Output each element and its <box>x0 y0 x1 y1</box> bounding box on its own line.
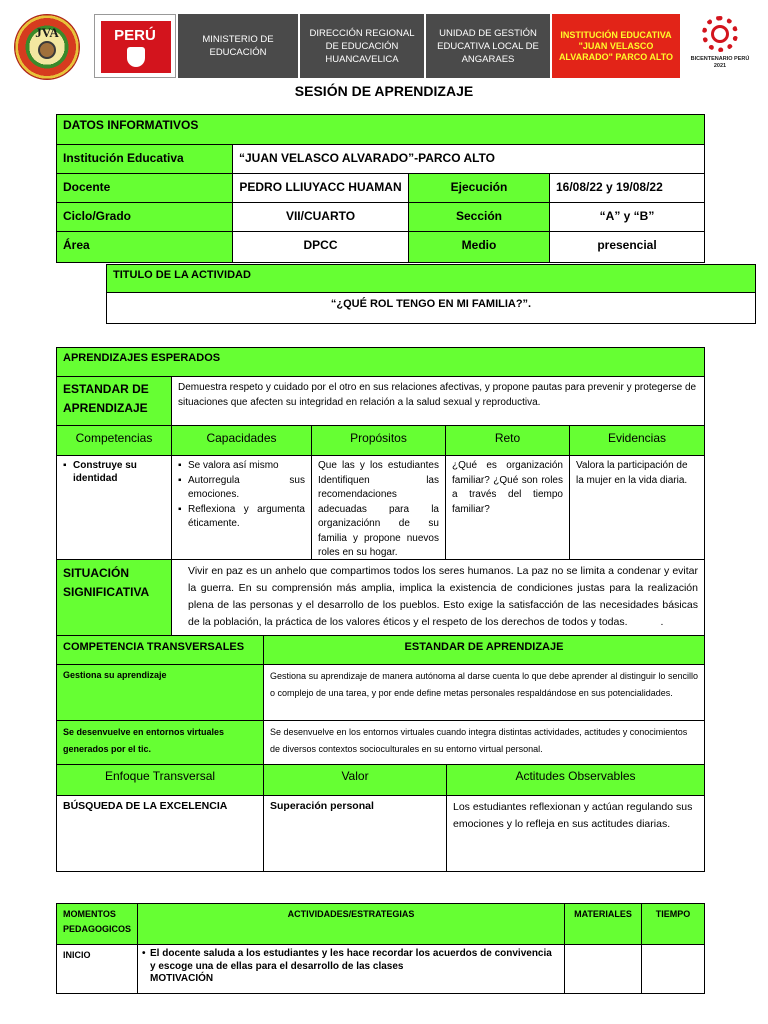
institucion-text: INSTITUCIÓN EDUCATIVA "JUAN VELASCO ALVARADO" PARCO ALTO <box>558 29 674 62</box>
bicentenario-text: BICENTENARIO PERÚ 2021 <box>690 56 750 69</box>
ejecucion-label: Ejecución <box>408 173 550 203</box>
titulo-label: TITULO DE LA ACTIVIDAD <box>106 264 756 293</box>
valor-value: Superación personal <box>263 795 447 872</box>
docente-label: Docente <box>56 173 233 203</box>
school-logo-initials: JVA <box>35 25 59 40</box>
bicentenario-logo <box>690 16 750 78</box>
page-header <box>12 14 760 80</box>
inicio-tiempo <box>641 944 705 994</box>
inicio-text: El docente saluda a los estudiantes y les hace recordar los acuerdos de convivencia y escoge una de ellas para el desarrollo de las clases <box>150 948 552 972</box>
direccion-text: DIRECCIÓN REGIONAL DE EDUCACIÓN HUANCAVELICA <box>309 27 415 65</box>
titulo-value: “¿QUÉ ROL TENGO EN MI FAMILIA?”. <box>106 292 756 324</box>
ie-value: “JUAN VELASCO ALVARADO”-PARCO ALTO <box>232 144 705 174</box>
estandar-transversal-header: ESTANDAR DE APRENDIZAJE <box>263 635 705 665</box>
peru-shield-icon <box>127 47 145 67</box>
gestiona-label: Gestiona su aprendizaje <box>56 664 264 721</box>
header-valor: Valor <box>263 764 447 796</box>
motivacion-text: MOTIVACIÓN <box>150 973 214 984</box>
situacion-text: Vivir en paz es un anhelo que compartimos todos los seres humanos. La paz no se limita a condenar y evitar la guerra. En su comprensión más amplia, implica la existencia de condiciones justas para la realización plena de las personas y el desarrollo de los pueblos. Esto exige la satisfacción de las necesidades básicas de la población, la práctica de los valores éticos y el respeto de los derechos de todos y todas. <box>188 565 698 628</box>
direccion-box <box>298 14 424 78</box>
header-materiales: MATERIALES <box>564 903 642 945</box>
area-value: DPCC <box>232 231 409 263</box>
medio-value: presencial <box>549 231 705 263</box>
inicio-label: INICIO <box>56 944 138 994</box>
evidencia-cell: Valora la participación de la mujer en la vida diaria. <box>569 455 705 560</box>
capacidad-item: ▪ Autorregula sus emociones. <box>178 474 305 503</box>
ministerio-text: MINISTERIO DE EDUCACIÓN <box>202 34 274 58</box>
bullet-icon: • <box>142 948 146 959</box>
bicentenario-inner-ring-icon <box>711 25 729 43</box>
inicio-bullet-item <box>142 948 558 973</box>
ejecucion-value: 16/08/22 y 19/08/22 <box>549 173 705 203</box>
enfoque-value: BÚSQUEDA DE LA EXCELENCIA <box>56 795 264 872</box>
header-competencias: Competencias <box>56 425 172 456</box>
header-enfoque: Enfoque Transversal <box>56 764 264 796</box>
header-actividades: ACTIVIDADES/ESTRATEGIAS <box>137 903 565 945</box>
inicio-cell <box>137 944 565 994</box>
ministerio-box <box>176 14 298 78</box>
ie-label: Institución Educativa <box>56 144 233 174</box>
reto-cell: ¿Qué es organización familiar? ¿Qué son roles a través del tiempo familiar? <box>445 455 570 560</box>
situacion-trailing-dot: . <box>660 616 664 628</box>
header-actitudes: Actitudes Observables <box>446 764 705 796</box>
seccion-label: Sección <box>408 202 550 232</box>
school-logo-portrait <box>38 41 56 59</box>
comp-transversal-header: COMPETENCIA TRANSVERSALES <box>56 635 264 665</box>
page-title: SESIÓN DE APRENDIZAJE <box>294 83 474 99</box>
school-logo <box>14 14 80 80</box>
docente-value: PEDRO LLIUYACC HUAMAN <box>232 173 409 203</box>
situacion-label: SITUACIÓN SIGNIFICATIVA <box>56 559 172 636</box>
header-evidencias: Evidencias <box>569 425 705 456</box>
proposito-cell: Que las y los estudiantes Identifiquen las recomendaciones adecuadas para la organizaciónn de su familia y propone nuevos roles en su hogar. <box>311 455 446 560</box>
capacidad-item: ▪ Se valora así mismo <box>178 459 305 474</box>
header-reto: Reto <box>445 425 570 456</box>
peru-logo <box>94 14 176 78</box>
area-label: Área <box>56 231 233 263</box>
ugel-box <box>424 14 550 78</box>
aprendizajes-heading: APRENDIZAJES ESPERADOS <box>56 347 705 377</box>
entornos-label: Se desenvuelve en entornos virtuales generados por el tic. <box>56 720 264 765</box>
actitudes-value: Los estudiantes reflexionan y actúan regulando sus emociones y lo refleja en sus actitudes diarias. <box>446 795 705 872</box>
ciclo-value: VII/CUARTO <box>232 202 409 232</box>
estandar-label: ESTANDAR DE APRENDIZAJE <box>56 376 172 426</box>
competencia-item: ▪ Construye su identidad <box>63 459 165 485</box>
ciclo-label: Ciclo/Grado <box>56 202 233 232</box>
seccion-value: “A” y “B” <box>549 202 705 232</box>
capacidades-cell <box>171 455 312 560</box>
gestiona-text: Gestiona su aprendizaje de manera autónoma al darse cuenta lo que debe aprender al distinguir lo sencillo o complejo de una tarea, y por ende define metas personales respaldándose en sus potencialidades. <box>263 664 705 721</box>
header-momentos: MOMENTOS PEDAGOGICOS <box>56 903 138 945</box>
ugel-text: UNIDAD DE GESTIÓN EDUCATIVA LOCAL DE ANGARAES <box>437 27 539 65</box>
capacidad-item: ▪ Reflexiona y argumenta éticamente. <box>178 503 305 532</box>
estandar-text: Demuestra respeto y cuidado por el otro en sus relaciones afectivas, y propone pautas para prevenir y protegerse de situaciones que afecten su integridad en relación a la salud sexual y reproductiva. <box>171 376 705 426</box>
competencia-cell <box>56 455 172 560</box>
header-capacidades: Capacidades <box>171 425 312 456</box>
peru-label: PERÚ <box>114 27 156 44</box>
datos-heading: DATOS INFORMATIVOS <box>56 114 705 145</box>
medio-label: Medio <box>408 231 550 263</box>
inicio-materiales <box>564 944 642 994</box>
situacion-cell <box>171 559 705 636</box>
header-propositos: Propósitos <box>311 425 446 456</box>
header-tiempo: TIEMPO <box>641 903 705 945</box>
entornos-text: Se desenvuelve en los entornos virtuales cuando integra distintas actividades, actitudes y conocimientos de diversos contextos socioculturales en su entorno virtual personal. <box>263 720 705 765</box>
institucion-box <box>550 14 680 78</box>
